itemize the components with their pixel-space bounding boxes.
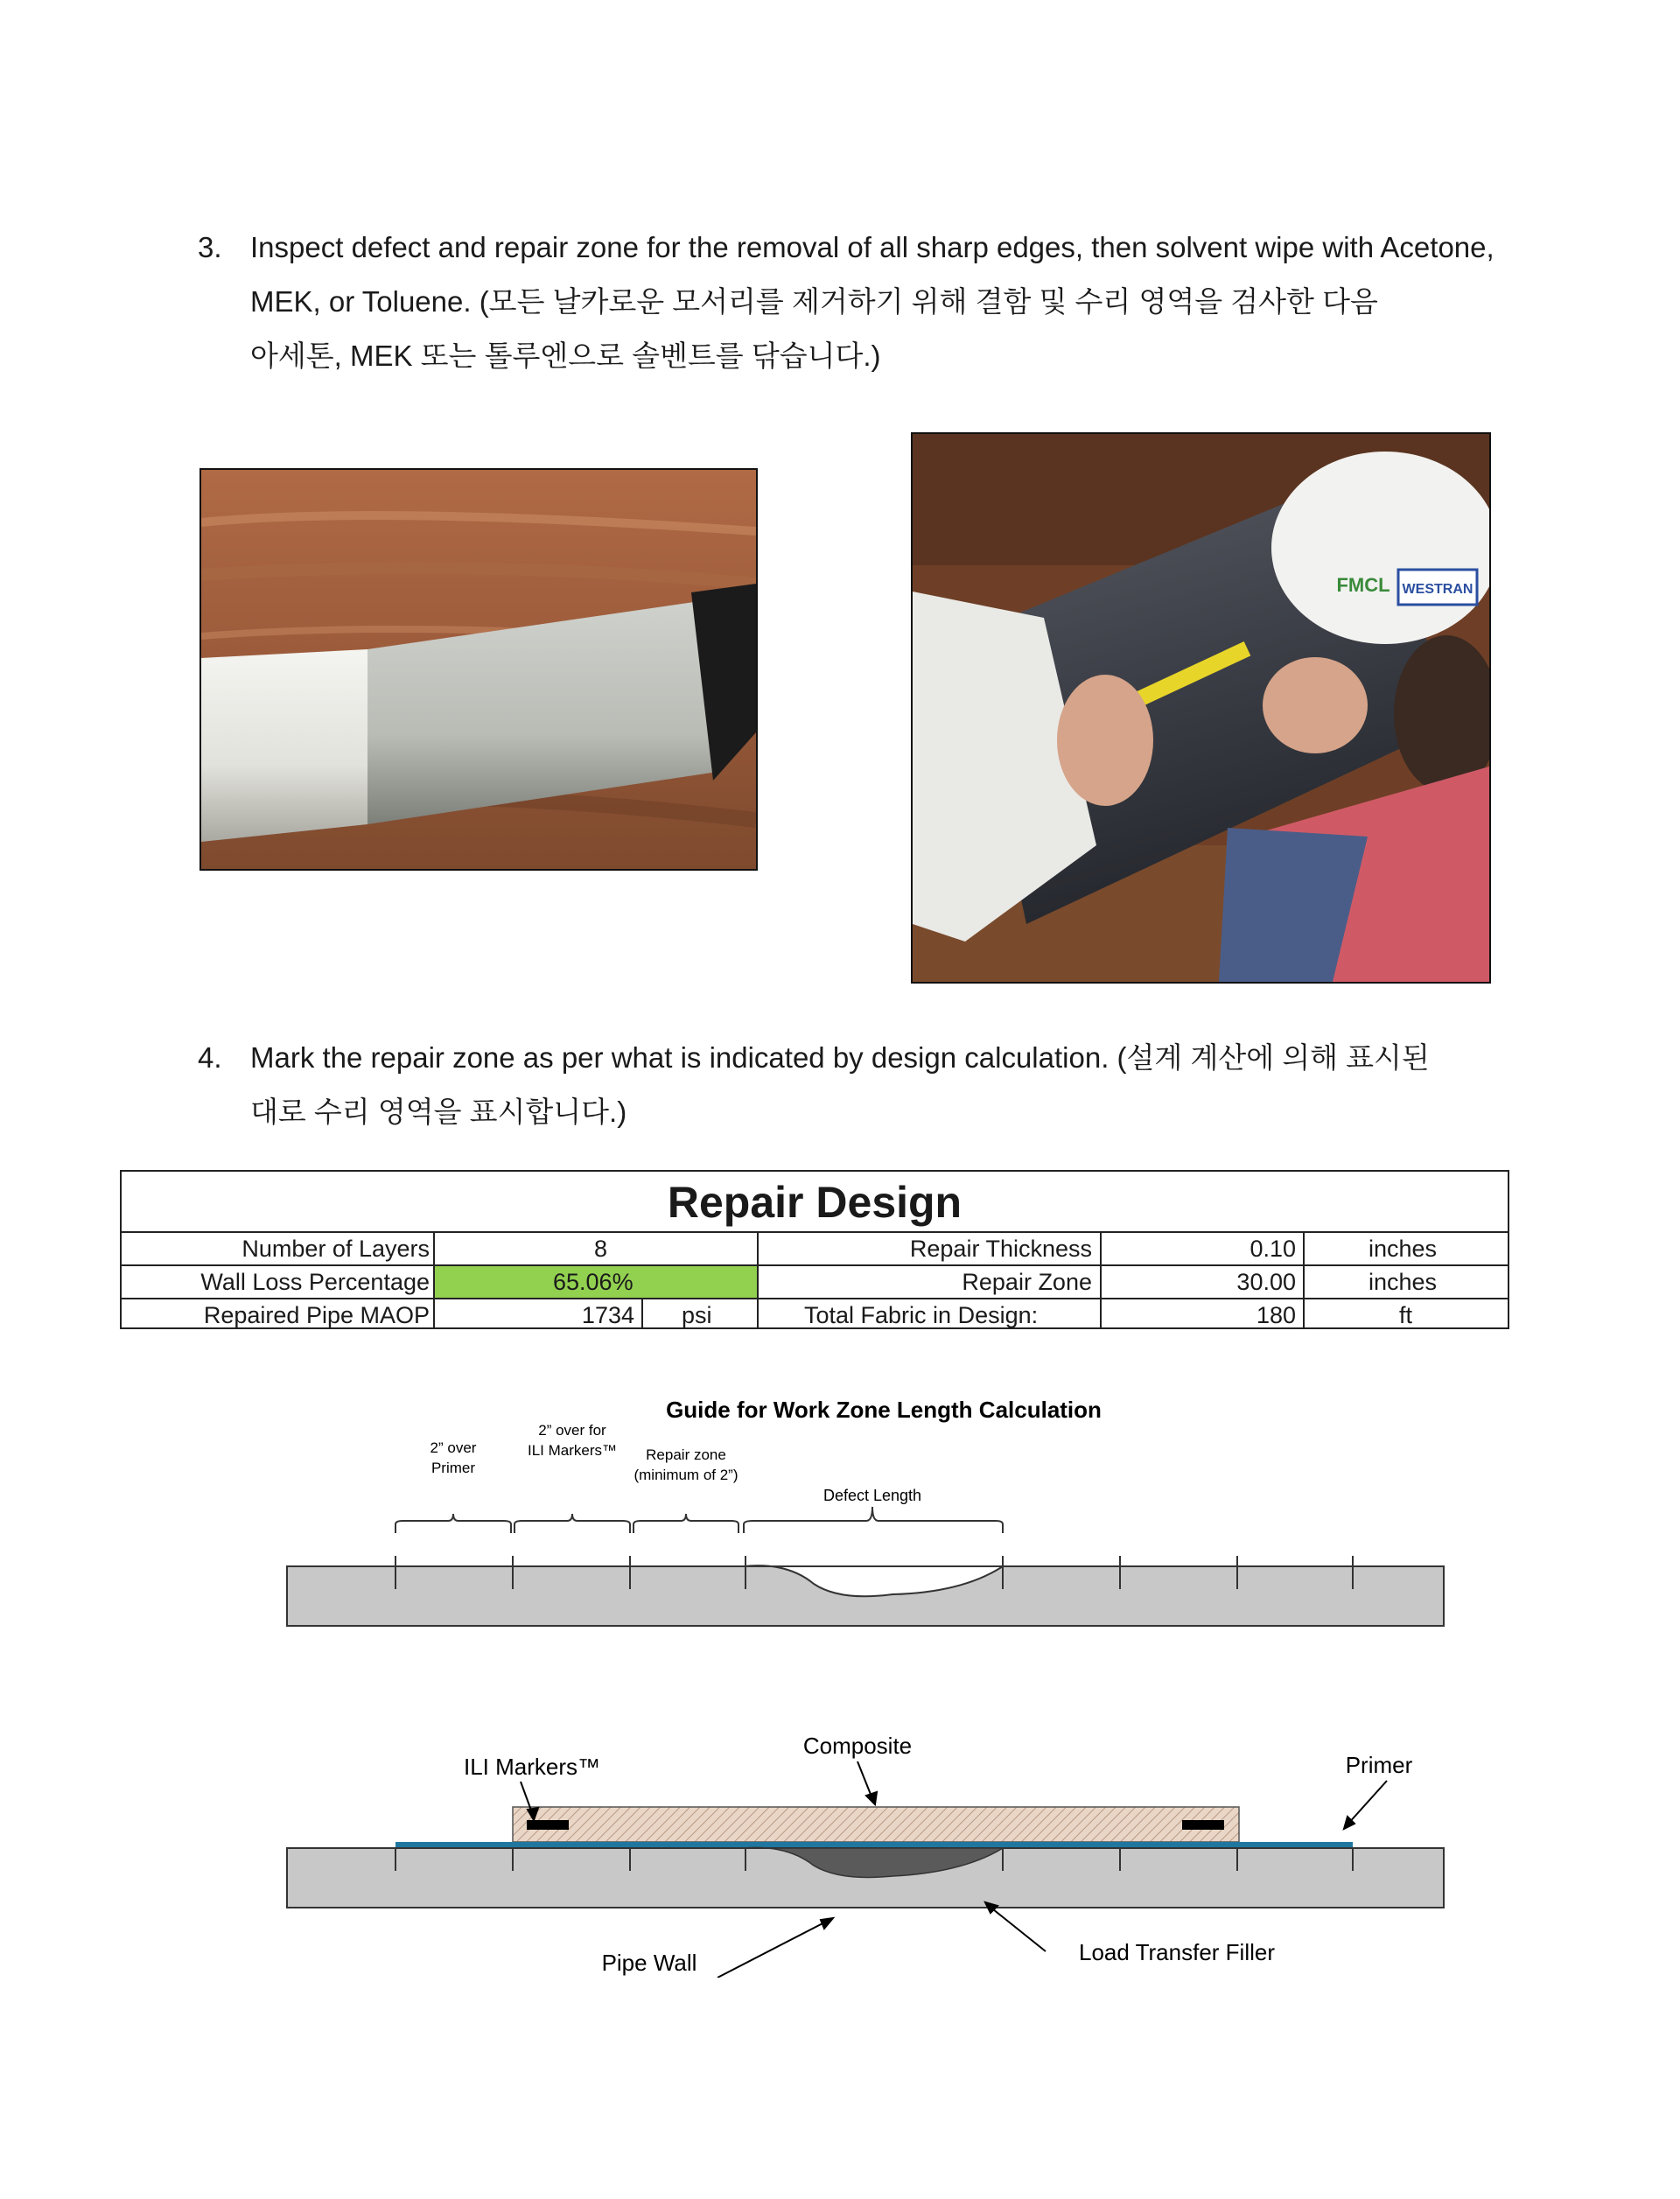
maop-unit: psi: [682, 1302, 712, 1328]
repair-zone-label-2: (minimum of 2”): [634, 1467, 738, 1483]
primer-zone-label-2: Primer: [430, 1460, 476, 1476]
westran-logo-text: WESTRAN: [1402, 582, 1474, 597]
repair-zone-label: Repair Zone: [962, 1269, 1092, 1295]
ili-marker-left: [527, 1820, 569, 1830]
thickness-unit: inches: [1368, 1236, 1438, 1262]
load-transfer-filler-label: Load Transfer Filler: [1079, 1939, 1275, 1965]
ili-markers-label: ILI Markers™: [463, 1754, 601, 1780]
repair-zone-label-1: Repair zone: [646, 1446, 726, 1463]
composite-label: Composite: [802, 1733, 913, 1759]
primer-layer: [396, 1842, 1353, 1848]
step-4-line-2: 대로 수리 영역을 표시합니다.): [250, 1096, 627, 1128]
step-3-number: 3.: [198, 231, 222, 263]
primer-zone-label-1: 2” over: [430, 1439, 477, 1456]
pipe-wall-label: Pipe Wall: [601, 1950, 697, 1976]
step-4-number: 4.: [198, 1041, 222, 1074]
pipe-wrap-photo: [200, 468, 758, 871]
step-3-text: [198, 221, 1545, 387]
repair-design-table: [120, 1170, 1509, 1329]
repair-zone-value: 30.00: [1236, 1269, 1296, 1295]
layers-value: 8: [594, 1236, 608, 1262]
step-4-line-1: Mark the repair zone as per what is indicated by design calculation. (설계 계산에 의해 표시된: [250, 1041, 1430, 1074]
ili-zone-label-2: ILI Markers™: [527, 1442, 618, 1459]
ili-zone-label-1: 2” over for: [538, 1422, 606, 1439]
primer-label: Primer: [1345, 1752, 1413, 1778]
step-3-line-1: Inspect defect and repair zone for the removal of all sharp edges, then solvent wipe with Acetone,: [250, 231, 1494, 263]
wall-loss-value: 65.06%: [553, 1269, 634, 1295]
total-fabric-value: 180: [1256, 1302, 1296, 1328]
repair-design-title: Repair Design: [122, 1172, 1508, 1233]
work-zone-diagram: [262, 1383, 1470, 1978]
thickness-label: Repair Thickness: [909, 1236, 1092, 1262]
worker-measuring-photo: [911, 432, 1491, 984]
wall-loss-label: Wall Loss Percentage: [200, 1269, 430, 1295]
total-fabric-unit: ft: [1399, 1302, 1413, 1328]
maop-label: Repaired Pipe MAOP: [203, 1302, 430, 1328]
thickness-value: 0.10: [1250, 1236, 1296, 1262]
zone-braces: [396, 1507, 1003, 1533]
step-4-text: [198, 1031, 1545, 1145]
ili-marker-right: [1182, 1820, 1224, 1830]
layers-label: Number of Layers: [242, 1236, 430, 1262]
pipe-wrap-image: [201, 470, 756, 869]
step-3-line-2: MEK, or Toluene. (모든 날카로운 모서리를 제거하기 위해 결함 및 수리 영역을 검사한 다음: [250, 285, 1378, 318]
defect-length-label: Defect Length: [822, 1487, 922, 1504]
worker-measuring-image: [913, 434, 1489, 982]
repair-zone-unit: inches: [1368, 1269, 1438, 1295]
fmcl-logo-text: FMCL: [1336, 574, 1390, 596]
total-fabric-label: Total Fabric in Design:: [804, 1302, 1039, 1328]
composite-layer: [513, 1807, 1239, 1842]
step-3-line-3: 아세톤, MEK 또는 톨루엔으로 솔벤트를 닦습니다.): [250, 340, 881, 372]
guide-title: Guide for Work Zone Length Calculation: [666, 1397, 1102, 1423]
maop-value: 1734: [581, 1302, 634, 1328]
